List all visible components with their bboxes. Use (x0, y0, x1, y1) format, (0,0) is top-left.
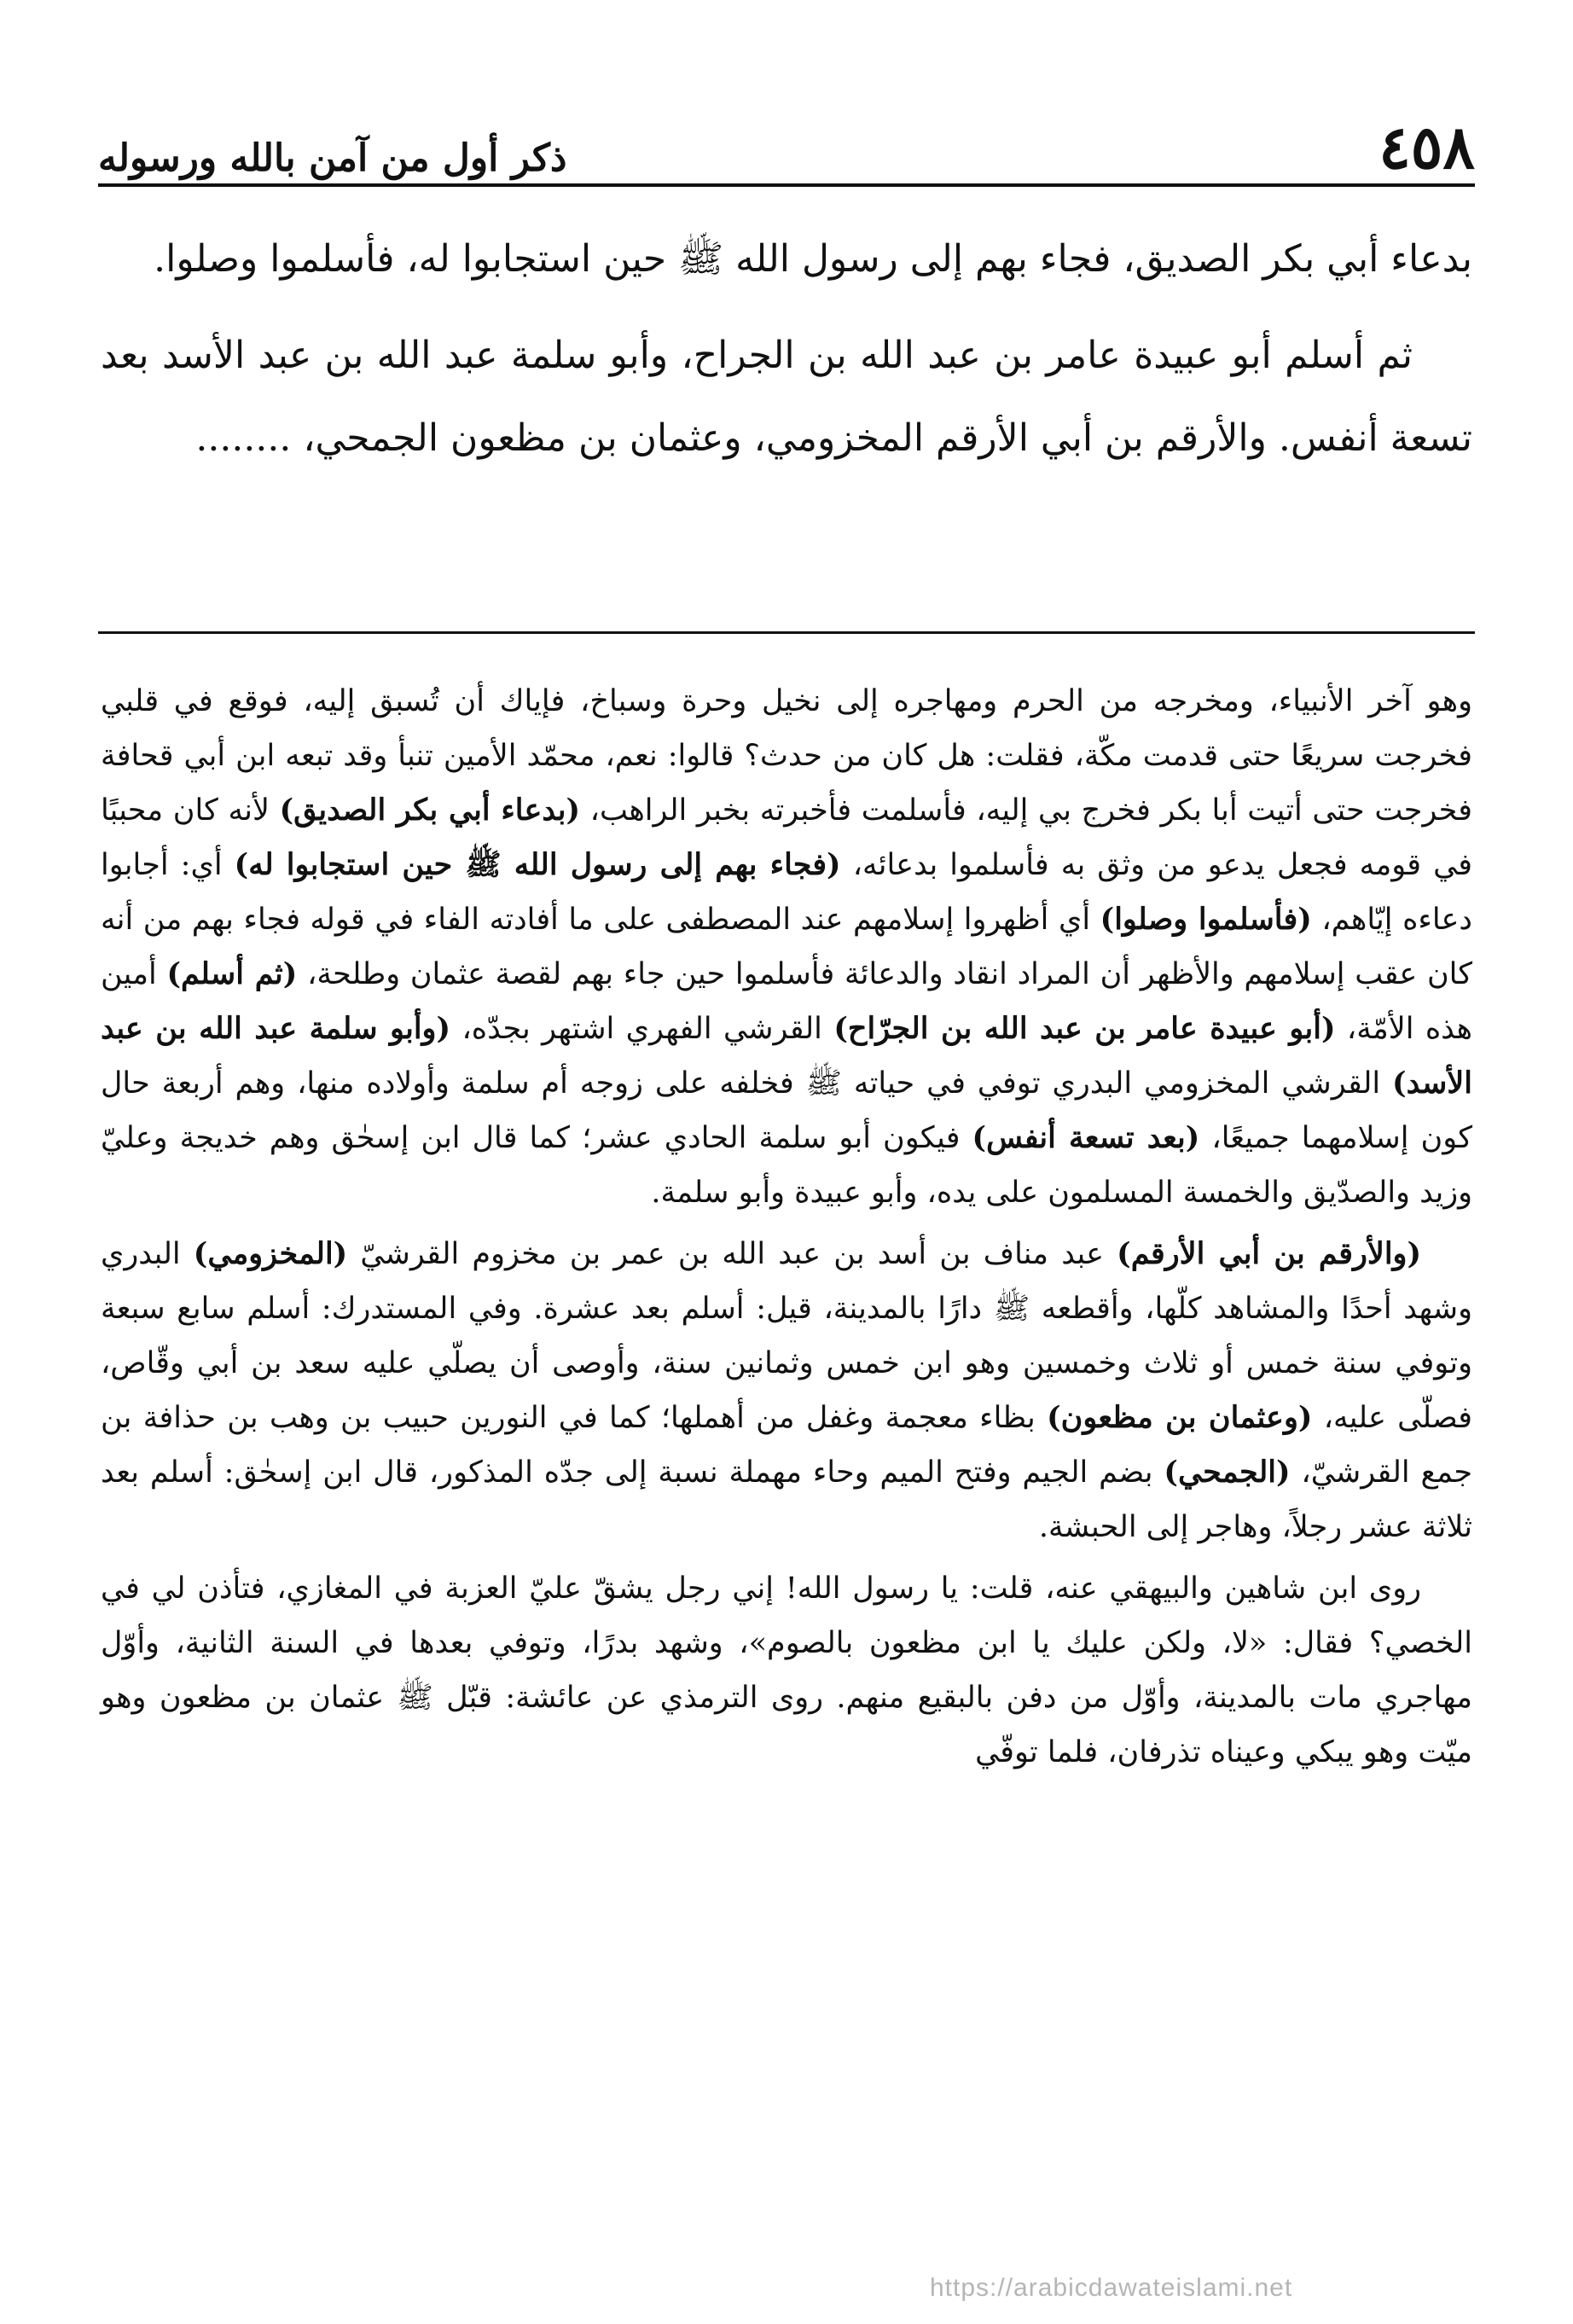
commentary-text: روى ابن شاهين والبيهقي عنه، قلت: يا رسول الله! إني رجل يشقّ عليّ العزبة في المغازي، فتأذن لي في الخصي؟ فقال: «لا، ولكن عليك يا ابن مظعون بالصوم»، وشهد بدرًا، وتوفي بعدها في السنة الثانية، وأوّل مهاجري مات بالمدينة، وأوّل من دفن بالبقيع منهم. روى الترمذي عن عائشة: قبّل ﷺ عثمان بن مظعون وهو ميّت وهو يبكي وعيناه تذرفان، فلما توفّي (101, 1572, 1472, 1769)
commentary-text: أمين هذه الأمّة، (101, 957, 1472, 1046)
quoted-main-text: (المخزومي) (193, 1236, 348, 1271)
quoted-main-text: (الجمحي) (1164, 1455, 1291, 1490)
quoted-main-text: (بدعاء أبي بكر الصديق) (279, 793, 581, 828)
main-text-sentence: ثم أسلم أبو عبيدة عامر بن عبد الله بن الجراح، وأبو سلمة عبد الله بن عبد الأسد بعد تسعة أنفس. والأرقم بن أبي الأرقم المخزومي، وعثمان بن مظعون الجمحي، (101, 334, 1472, 460)
commentary-text: وهو آخر الأنبياء، ومخرجه من الحرم ومهاجره إلى نخيل وحرة وسباخ، فإياك أن تُسبق إليه، فوقع في قلبي فخرجت سريعًا حتى قدمت مكّة، فقلت: هل كان من حدث؟ قالوا: نعم، محمّد الأمين تنبأ وقد تبعه ابن أبي قحافة فخرجت حتى أتيت أبا بكر فخرج بي إليه، فأسلمت فأخبرته بخبر الراهب، (101, 684, 1472, 828)
quoted-main-text: (أبو عبيدة عامر بن عبد الله بن الجرّاح) (833, 1011, 1336, 1046)
commentary-text: أي: أجابوا دعاءه إيّاهم، (101, 848, 1472, 937)
watermark-url: https://arabicdawateislami.net (930, 2274, 1293, 2302)
commentary-paragraph (101, 674, 1472, 1220)
commentary-text: القرشي الفهري اشتهر بجدّه، (450, 1012, 834, 1046)
footnote-separator (98, 631, 1475, 634)
commentary-text: بظاء معجمة وغفل من أهملها؛ كما في النورين حبيب بن وهب بن حذافة بن جمع القرشيّ، (101, 1401, 1472, 1490)
quoted-main-text: (وعثمان بن مظعون) (1047, 1400, 1313, 1435)
commentary-text: البدري وشهد أحدًا والمشاهد كلّها، وأقطعه ﷺ دارًا بالمدينة، قيل: أسلم بعد عشرة. وفي المستدرك: أسلم سابع سبعة وتوفي سنة خمس أو ثلاث وخمسين وهو ابن خمس وثمانين سنة، وأوصى أن يصلّي عليه سعد بن أبي وقّاص، فصلّى عليه، (101, 1237, 1473, 1435)
commentary (101, 674, 1472, 1787)
main-text (101, 218, 1472, 493)
page-header (98, 101, 1475, 183)
commentary-text: القرشي المخزومي البدري توفي في حياته ﷺ فخلفه على زوجه أم سلمة وأولاده منها، وهم أربعة حال كون إسلامهما جميعًا، (101, 1066, 1472, 1155)
commentary-text: لأنه كان محببًا في قومه فجعل يدعو من وثق به فأسلموا بدعائه، (101, 793, 1473, 882)
commentary-text: فيكون أبو سلمة الحادي عشر؛ كما قال ابن إسحٰق وهم خديجة وعليّ وزيد والصدّيق والخمسة المسلمون على يده، وأبو عبيدة وأبو سلمة. (101, 1121, 1472, 1210)
quoted-main-text: (بعد تسعة أنفس) (972, 1120, 1200, 1155)
main-text-paragraph: بدعاء أبي بكر الصديق، فجاء بهم إلى رسول الله ﷺ حين استجابوا له، فأسلموا وصلوا. (154, 237, 1472, 281)
page-number: ٤٥٨ (1379, 112, 1475, 183)
quoted-main-text: (فأسلموا وصلوا) (1100, 902, 1312, 937)
header-rule (98, 183, 1475, 187)
commentary-text: عبد مناف بن أسد بن عبد الله بن عمر بن مخزوم القرشيّ (347, 1237, 1117, 1271)
commentary-paragraph (101, 1561, 1472, 1780)
commentary-text: أي أظهروا إسلامهم عند المصطفى على ما أفادته الفاء في قوله فجاء بهم من أنه كان عقب إسلامهم والأظهر أن المراد انقاد والدعائة فأسلموا حين جاء بهم لقصة عثمان وطلحة، (101, 903, 1472, 991)
ellipsis-dots: ........ (195, 416, 292, 460)
quoted-main-text: (فجاء بهم إلى رسول الله ﷺ حين استجابوا له) (234, 847, 841, 882)
quoted-main-text: (ثم أسلم) (166, 956, 298, 991)
main-text-paragraph (101, 314, 1472, 479)
commentary-paragraph (101, 1227, 1472, 1554)
quoted-main-text: (وأبو سلمة عبد الله بن عبد الأسد) (101, 1011, 1472, 1101)
commentary-text: بضم الجيم وفتح الميم وحاء مهملة نسبة إلى جدّه المذكور، قال ابن إسحٰق: أسلم بعد ثلاثة عشر رجلاً، وهاجر إلى الحبشة. (101, 1455, 1472, 1544)
quoted-main-text: (والأرقم بن أبي الأرقم) (1117, 1236, 1422, 1271)
running-title: ذكر أول من آمن بالله ورسوله (98, 137, 567, 180)
